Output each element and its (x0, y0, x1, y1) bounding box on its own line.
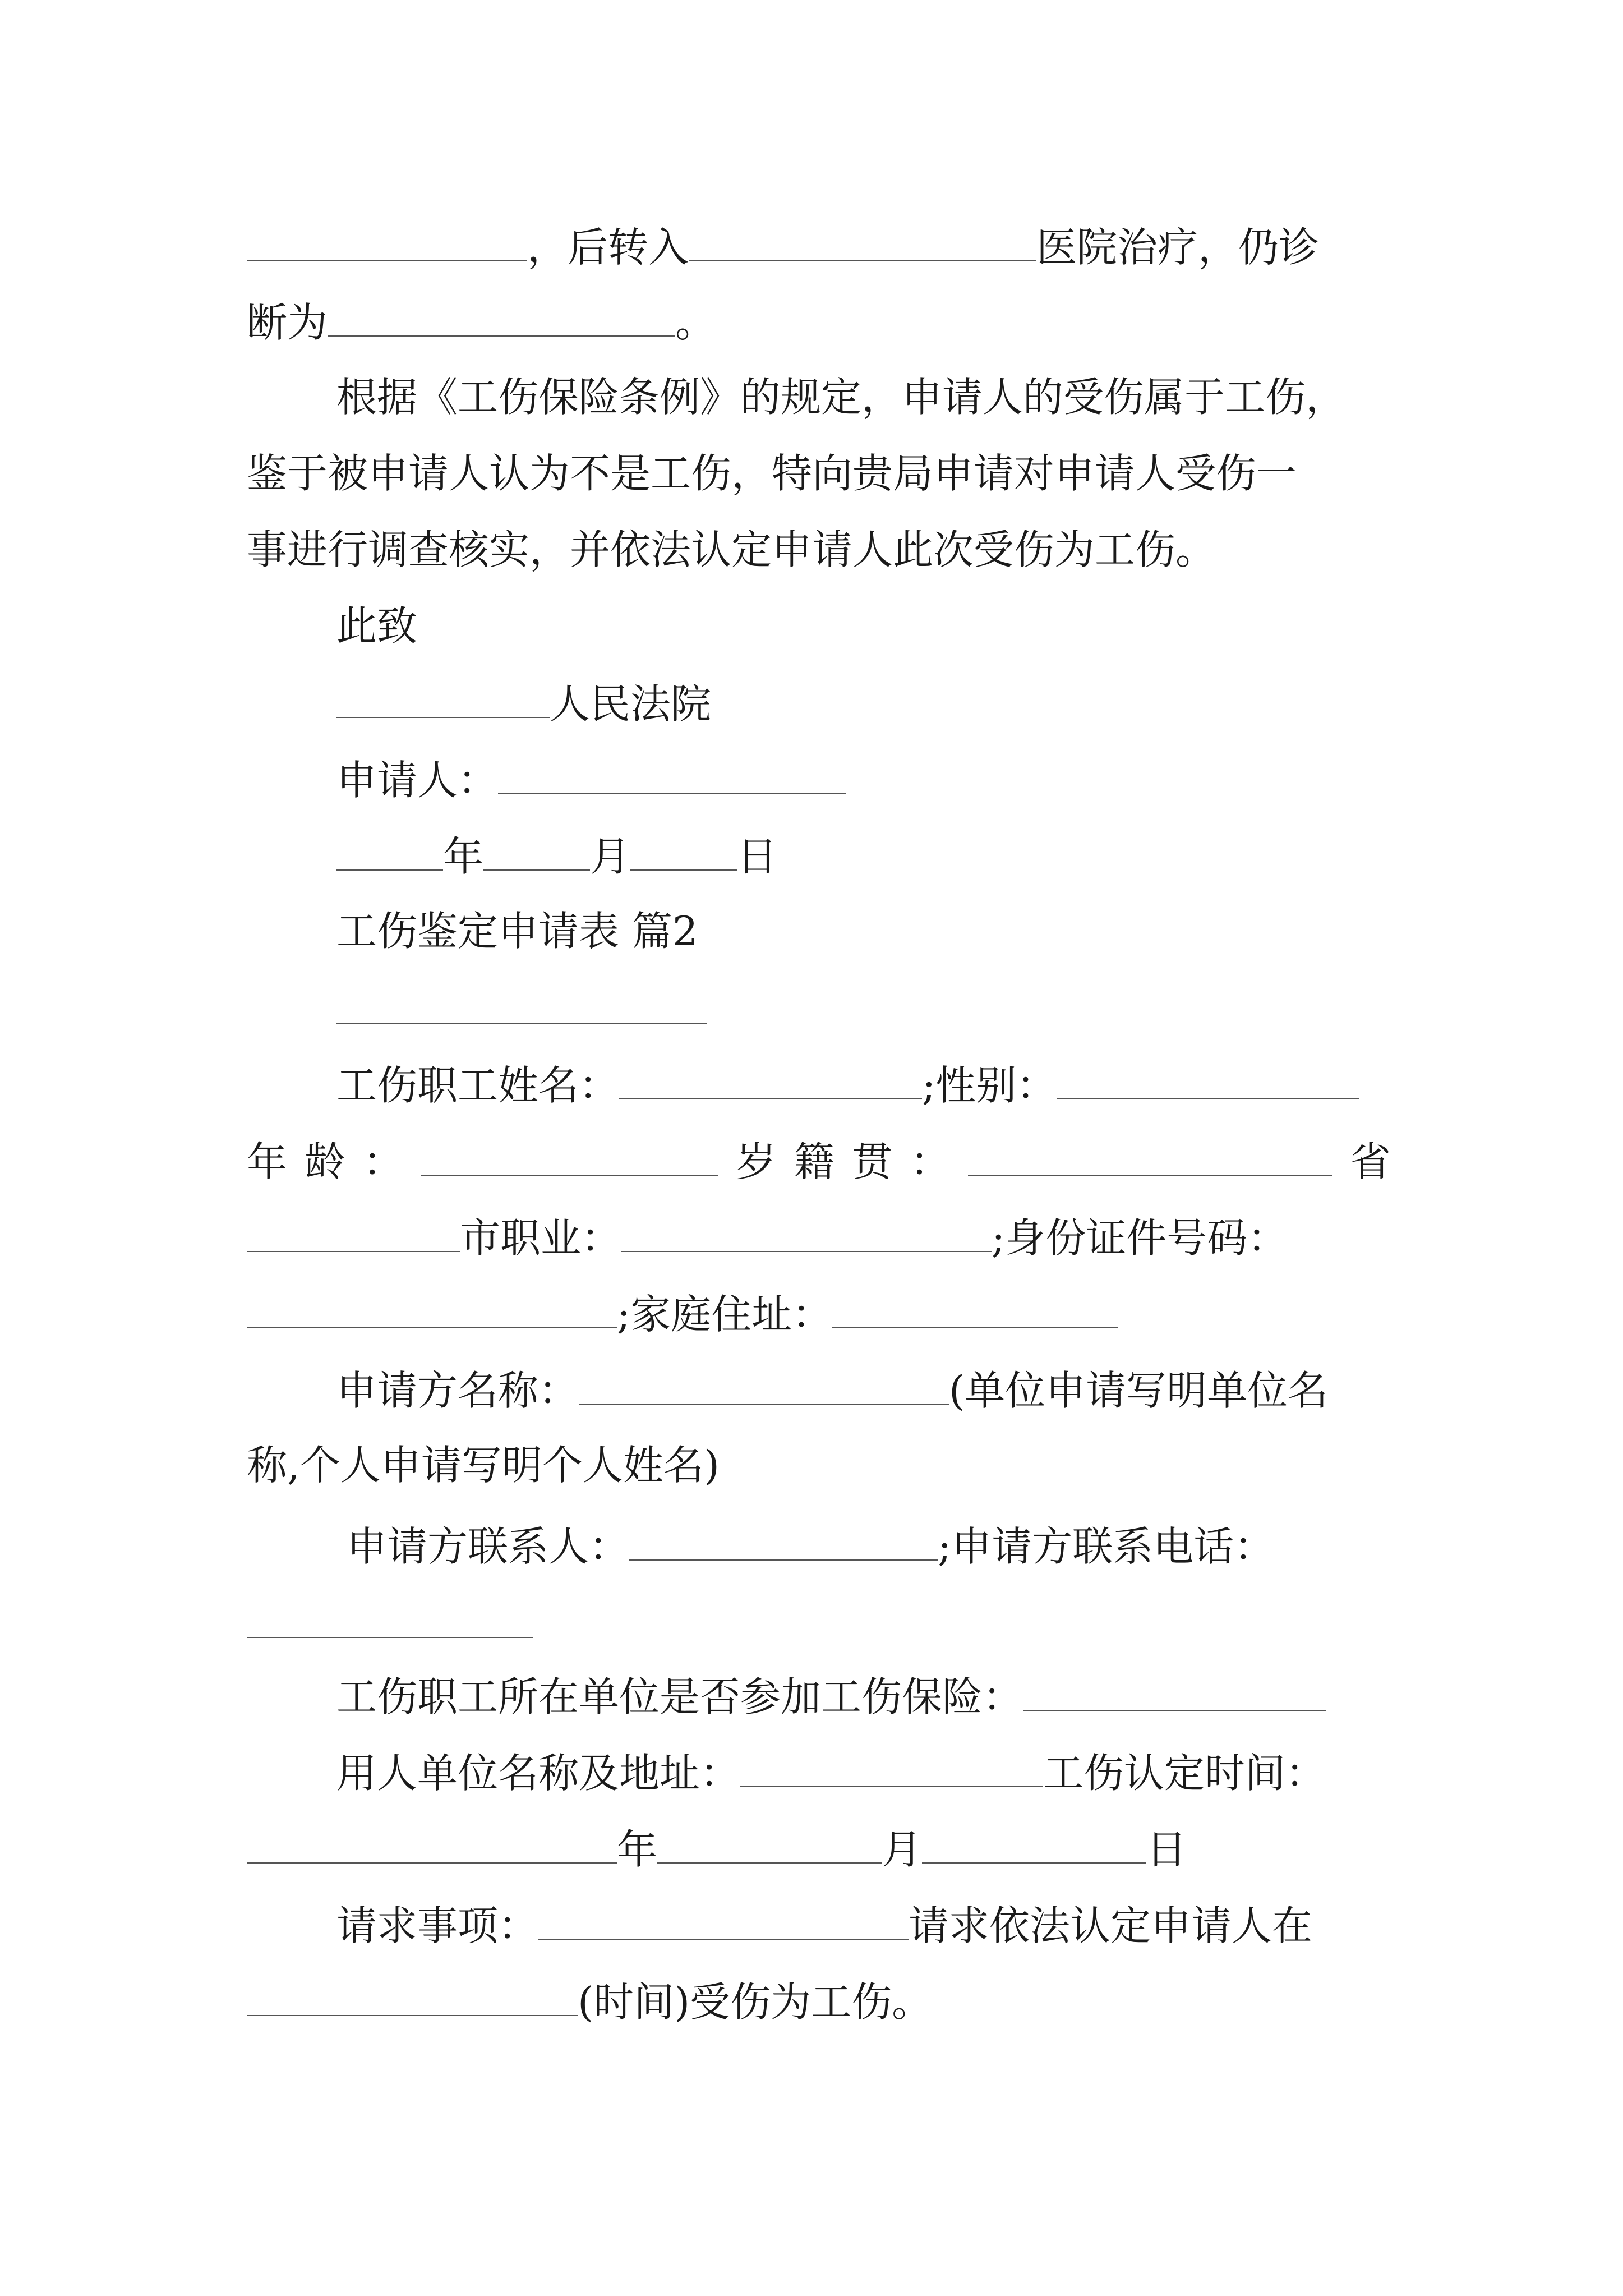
applicant-name-line (336, 1361, 1391, 1417)
id-number-label: ;身份证件号码： (992, 1214, 1288, 1262)
request-label: 请求事项： (336, 1902, 539, 1949)
blank-field (630, 827, 737, 871)
diagnosed-as-text: 断为 (247, 299, 328, 346)
date-line (336, 827, 1391, 883)
request-text: 请求依法认定申请人在 (909, 1902, 1313, 1949)
contact-label: 申请方联系人： (347, 1523, 630, 1570)
court-text: 人民法院 (550, 680, 712, 728)
injury-date-line (247, 1820, 1391, 1876)
label-char: 籍 (794, 1138, 834, 1185)
blank-field (498, 751, 846, 794)
hospital-treatment-text: 医院治疗，仍诊 (1036, 224, 1320, 271)
year-text: 年 (443, 833, 484, 880)
city-occupation-label: 市职业： (460, 1214, 622, 1262)
request-end-text: (时间)受伤为工伤。 (578, 1978, 933, 2026)
request-end-line (247, 1972, 1391, 2028)
month-text: 月 (590, 833, 631, 880)
diagnosis-line (247, 293, 1391, 349)
label-char: 龄 (305, 1138, 345, 1185)
applicant-name-note-line: 称,个人申请写明个人姓名) (247, 1442, 720, 1489)
age-line (247, 1132, 1391, 1188)
day-text: 日 (737, 833, 778, 880)
contact-phone-blank (247, 1637, 533, 1638)
year-text: 年 (617, 1826, 658, 1873)
blank-field (740, 1743, 1043, 1787)
section-title: 工伤鉴定申请表 篇2 (336, 908, 698, 955)
blank-field (579, 1361, 949, 1405)
gender-label: ;性别： (922, 1062, 1057, 1109)
insurance-label: 工伤职工所在单位是否参加工伤保险： (336, 1673, 1023, 1720)
label-char: 贯 (852, 1138, 893, 1185)
blank-field (336, 674, 550, 718)
blank-field (247, 218, 527, 261)
applicant-label: 申请人： (336, 757, 499, 804)
month-text: 月 (882, 1826, 923, 1873)
day-text: 日 (1146, 1826, 1187, 1873)
blank-field (832, 1285, 1118, 1328)
hospital-line (247, 218, 1391, 274)
paragraph-line: 事进行调查核实，并依法认定申请人此次受伤为工伤。 (247, 526, 1216, 573)
salutation: 此致 (336, 602, 418, 650)
blank-field (922, 1820, 1146, 1864)
blank-field (621, 1208, 992, 1252)
blank-field (247, 1285, 617, 1328)
insurance-line (336, 1667, 1391, 1723)
label-char: ： (363, 1138, 404, 1185)
worker-name-line (336, 1056, 1391, 1112)
province-text: 省 (1350, 1138, 1391, 1185)
blank-field (629, 1517, 938, 1561)
paragraph-line: 鉴于被申请人认为不是工伤，特向贵局申请对申请人受伤一 (247, 450, 1297, 497)
employer-label: 用人单位名称及地址： (336, 1750, 741, 1797)
period-text: 。 (675, 299, 716, 346)
blank-field (328, 293, 675, 337)
address-line (247, 1285, 1391, 1341)
after-transfer-text: ，后转入 (527, 224, 689, 271)
employer-line (336, 1743, 1391, 1800)
injury-time-label: 工伤认定时间： (1043, 1750, 1326, 1797)
city-line (247, 1208, 1391, 1264)
blank-field (336, 827, 443, 871)
blank-field (968, 1132, 1332, 1176)
request-line (336, 1896, 1391, 1952)
blank-field (1057, 1056, 1359, 1099)
applicant-name-note: (单位申请写明单位名 (949, 1367, 1329, 1414)
blank-field (247, 1820, 617, 1864)
title-blank-line (336, 1023, 707, 1024)
court-line (336, 674, 1391, 730)
address-label: ;家庭住址： (617, 1291, 833, 1338)
worker-name-label: 工伤职工姓名： (336, 1062, 620, 1109)
contact-line (347, 1517, 1401, 1573)
blank-field (619, 1056, 922, 1099)
applicant-name-label: 申请方名称： (336, 1367, 579, 1414)
blank-field (247, 1208, 460, 1252)
label-char: ： (910, 1138, 951, 1185)
label-char: 年 (247, 1138, 288, 1185)
applicant-line (336, 751, 1391, 807)
blank-field (483, 827, 590, 871)
blank-field (657, 1820, 882, 1864)
blank-field (1023, 1667, 1326, 1711)
paragraph-line: 根据《工伤保险条例》的规定，申请人的受伤属于工伤， (336, 374, 1347, 421)
blank-field (689, 218, 1036, 261)
label-char: 岁 (736, 1138, 777, 1185)
blank-field (538, 1896, 909, 1940)
contact-phone-label: ;申请方联系电话： (938, 1523, 1275, 1570)
blank-field (247, 1972, 578, 2016)
blank-field (421, 1132, 718, 1176)
